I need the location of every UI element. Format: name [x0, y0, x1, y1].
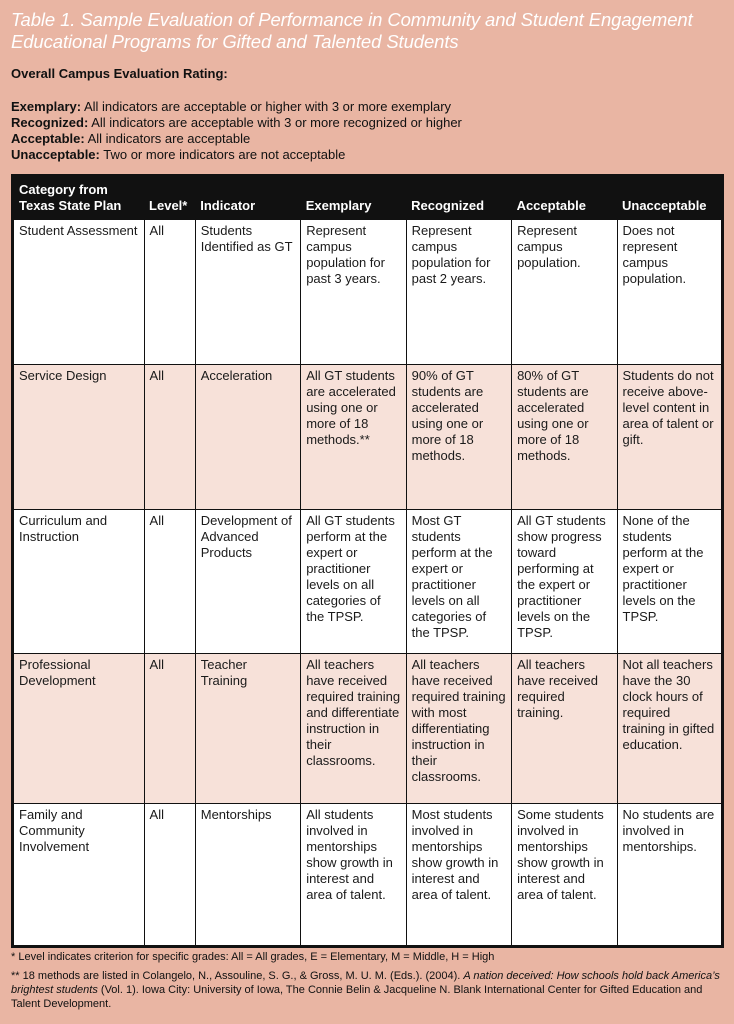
- header-acceptable: Acceptable: [512, 176, 617, 220]
- table-header-row: [13, 176, 723, 220]
- header-recognized: Recognized: [406, 176, 511, 220]
- cell-indicator: Students Identified as GT: [195, 220, 300, 365]
- cell-category: Curriculum and Instruction: [13, 510, 145, 654]
- cell-level: All: [144, 220, 195, 365]
- book-title: A nation deceived: How schools hold back America’s brightest students: [11, 970, 720, 996]
- cell-exemplary: Represent campus population for past 3 years.: [301, 220, 406, 365]
- rating-unacceptable: Unacceptable: Two or more indicators are not acceptable: [11, 147, 346, 162]
- rating-heading: Overall Campus Evaluation Rating:: [11, 66, 228, 81]
- cell-exemplary: All GT students are accelerated using one or more of 18 methods.**: [301, 365, 406, 510]
- cell-recognized: Most students involved in mentorships show growth in interest and area of talent.: [406, 804, 511, 947]
- cell-unacceptable: No students are involved in mentorships.: [617, 804, 723, 947]
- cell-category: Student Assessment: [13, 220, 145, 365]
- rating-definitions: [11, 99, 723, 163]
- cell-indicator: Development of Advanced Products: [195, 510, 300, 654]
- cell-acceptable: Represent campus population.: [512, 220, 617, 365]
- header-category: Category from Texas State Plan: [13, 176, 145, 220]
- cell-category: Professional Development: [13, 654, 145, 804]
- rating-acceptable: Acceptable: All indicators are acceptable: [11, 131, 251, 146]
- table-row: [13, 220, 723, 365]
- cell-acceptable: 80% of GT students are accelerated using one or more of 18 methods.: [512, 365, 617, 510]
- cell-level: All: [144, 654, 195, 804]
- cell-unacceptable: Students do not receive above-level content in area of talent or gift.: [617, 365, 723, 510]
- cell-recognized: All teachers have received required training with most differentiating instruction in their classrooms.: [406, 654, 511, 804]
- cell-indicator: Teacher Training: [195, 654, 300, 804]
- header-unacceptable: Unacceptable: [617, 176, 723, 220]
- header-exemplary: Exemplary: [301, 176, 406, 220]
- footnote-methods: ** 18 methods are listed in Colangelo, N., Assouline, S. G., & Gross, M. U. M. (Eds.). (2004). A nation deceived: How schools hold back America’s brightest students (Vol. 1). Iowa City: University of Iowa, The Connie Belin & Jacqueline N. Blank International Center for Gifted Education and Talent Development.: [11, 970, 720, 1010]
- table-row: [13, 654, 723, 804]
- evaluation-table: [11, 174, 724, 948]
- table-row: [13, 365, 723, 510]
- cell-category: Family and Community Involvement: [13, 804, 145, 947]
- cell-exemplary: All teachers have received required training and differentiate instruction in their classrooms.: [301, 654, 406, 804]
- table-title: Table 1. Sample Evaluation of Performance in Community and Student Engagement Educational Programs for Gifted and Talented Students: [11, 9, 693, 52]
- cell-recognized: 90% of GT students are accelerated using one or more of 18 methods.: [406, 365, 511, 510]
- cell-category: Service Design: [13, 365, 145, 510]
- cell-exemplary: All students involved in mentorships show growth in interest and area of talent.: [301, 804, 406, 947]
- cell-indicator: Mentorships: [195, 804, 300, 947]
- cell-acceptable: All teachers have received required training.: [512, 654, 617, 804]
- cell-exemplary: All GT students perform at the expert or practitioner levels on all categories of the TPSP.: [301, 510, 406, 654]
- cell-unacceptable: Does not represent campus population.: [617, 220, 723, 365]
- cell-level: All: [144, 510, 195, 654]
- header-level: Level*: [144, 176, 195, 220]
- rating-recognized: Recognized: All indicators are acceptable with 3 or more recognized or higher: [11, 115, 462, 130]
- cell-level: All: [144, 365, 195, 510]
- cell-acceptable: Some students involved in mentorships show growth in interest and area of talent.: [512, 804, 617, 947]
- cell-indicator: Acceleration: [195, 365, 300, 510]
- table-row: [13, 804, 723, 947]
- rating-exemplary: Exemplary: All indicators are acceptable or higher with 3 or more exemplary: [11, 99, 452, 114]
- cell-recognized: Most GT students perform at the expert or practitioner levels on all categories of the TPSP.: [406, 510, 511, 654]
- cell-unacceptable: Not all teachers have the 30 clock hours of required training in gifted education.: [617, 654, 723, 804]
- header-indicator: Indicator: [195, 176, 300, 220]
- table-row: [13, 510, 723, 654]
- cell-unacceptable: None of the students perform at the expert or practitioner levels on the TPSP.: [617, 510, 723, 654]
- cell-level: All: [144, 804, 195, 947]
- cell-acceptable: All GT students show progress toward performing at the expert or practitioner levels on the TPSP.: [512, 510, 617, 654]
- footnote-level: * Level indicates criterion for specific grades: All = All grades, E = Elementary, M = Middle, H = High: [11, 951, 495, 963]
- cell-recognized: Represent campus population for past 2 years.: [406, 220, 511, 365]
